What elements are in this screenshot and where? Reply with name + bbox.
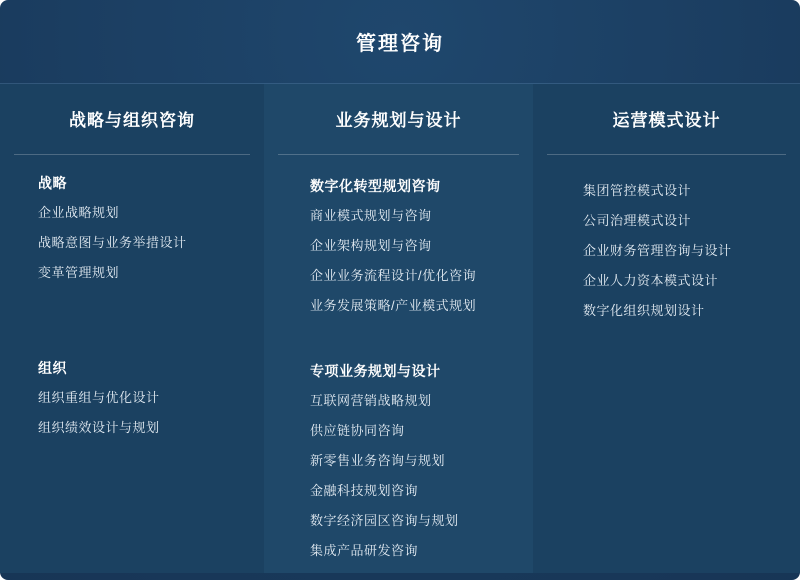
section-operating-model bbox=[533, 176, 800, 326]
list-item: 数字经济园区咨询与规划 bbox=[310, 513, 459, 528]
column-operating-model-design bbox=[533, 84, 800, 573]
column-title: 运营模式设计 bbox=[612, 111, 721, 130]
list-item: 业务发展策略/产业模式规划 bbox=[310, 298, 477, 313]
list-item: 企业架构规划与咨询 bbox=[310, 238, 432, 253]
list-item: 商业模式规划与咨询 bbox=[310, 208, 432, 223]
list-item: 集成产品研发咨询 bbox=[310, 543, 419, 558]
list-item: 战略意图与业务举措设计 bbox=[38, 235, 187, 250]
list-item: 新零售业务咨询与规划 bbox=[310, 453, 446, 468]
section-heading: 组织 bbox=[38, 360, 67, 376]
section-organization bbox=[0, 353, 264, 443]
column-strategy-organization bbox=[0, 84, 264, 573]
section-digital-transformation bbox=[264, 171, 533, 321]
list-item: 变革管理规划 bbox=[38, 265, 120, 280]
section-heading: 数字化转型规划咨询 bbox=[310, 178, 441, 194]
list-item: 企业业务流程设计/优化咨询 bbox=[310, 268, 477, 283]
divider bbox=[278, 154, 519, 155]
section-special-business-planning bbox=[264, 356, 533, 566]
list-item: 组织绩效设计与规划 bbox=[38, 420, 160, 435]
list-item: 数字化组织规划设计 bbox=[583, 303, 705, 318]
list-item: 组织重组与优化设计 bbox=[38, 390, 160, 405]
column-business-planning-design bbox=[264, 84, 533, 573]
list-item: 供应链协同咨询 bbox=[310, 423, 405, 438]
list-item: 公司治理模式设计 bbox=[583, 213, 692, 228]
section-heading: 战略 bbox=[38, 175, 67, 191]
divider bbox=[547, 154, 786, 155]
divider bbox=[14, 154, 250, 155]
columns-container bbox=[0, 83, 800, 573]
list-item: 金融科技规划咨询 bbox=[310, 483, 419, 498]
page-title: 管理咨询 bbox=[356, 33, 444, 55]
list-item: 企业财务管理咨询与设计 bbox=[583, 243, 732, 258]
section-heading: 专项业务规划与设计 bbox=[310, 363, 441, 379]
list-item: 互联网营销战略规划 bbox=[310, 393, 432, 408]
list-item: 集团管控模式设计 bbox=[583, 183, 692, 198]
list-item: 企业战略规划 bbox=[38, 205, 120, 220]
card-header bbox=[0, 0, 800, 83]
column-title: 战略与组织咨询 bbox=[69, 111, 195, 130]
list-item: 企业人力资本模式设计 bbox=[583, 273, 719, 288]
column-title: 业务规划与设计 bbox=[335, 111, 462, 130]
section-strategy bbox=[0, 168, 264, 288]
